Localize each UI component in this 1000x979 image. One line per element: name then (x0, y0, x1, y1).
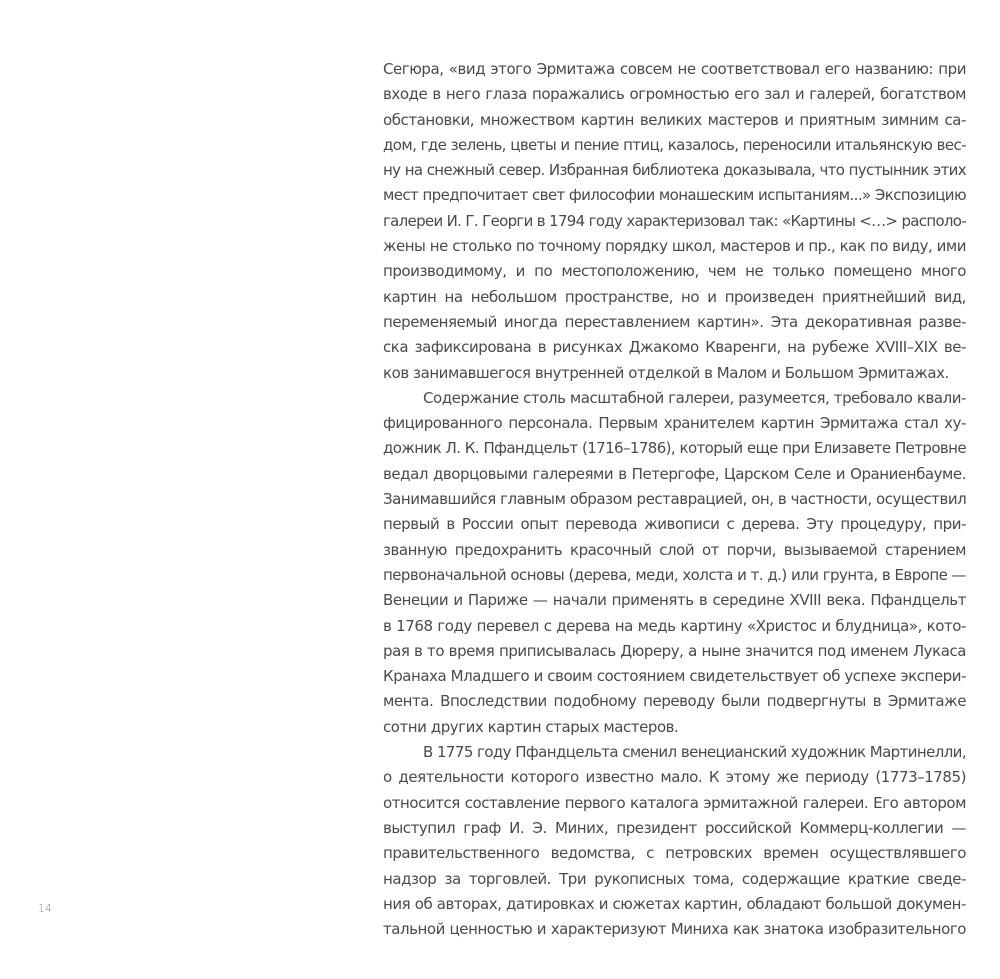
text-line: надзор за торговлей. Три рукописных тома, содержащие краткие сведе- (383, 869, 966, 888)
text-line: производимому, и по местоположению, чем не только помещено много (383, 262, 966, 281)
text-line: мента. Впоследствии подобному переводу были подвергнуты в Эрмитаже (383, 692, 966, 711)
text-line: входе в него глаза поражались огромностью его зал и галерей, богатством (383, 85, 966, 104)
text-line: Кранаха Младшего и своим состоянием свидетельствует об успехе экспери- (383, 667, 966, 686)
text-line: галереи И. Г. Георги в 1794 году характеризовал так: «Картины <…> располо- (383, 211, 966, 230)
text-line: переменяемый иногда переставлением картин». Эта декоративная разве- (383, 312, 966, 331)
text-line: дом, где зелень, цветы и пение птиц, казалось, переносили итальянскую вес- (383, 135, 966, 154)
text-line: в 1768 году перевел с дерева на медь картину «Христос и блудница», кото- (383, 616, 966, 635)
text-line: первоначальной основы (дерева, меди, холста и т. д.) или грунта, в Европе — (383, 565, 966, 584)
text-line: В 1775 году Пфандцельта сменил венецианский художник Мартинелли, (423, 743, 966, 762)
text-line: правительственного ведомства, с петровских времен осуществлявшего (383, 844, 966, 863)
text-line: фицированного персонала. Первым хранителем картин Эрмитажа стал ху- (383, 414, 966, 433)
text-line: выступил граф И. Э. Миних, президент российской Коммерц-коллегии — (383, 818, 966, 837)
text-line: званную предохранить красочный слой от порчи, вызываемой старением (383, 540, 966, 559)
text-line: Занимавшийся главным образом реставрацией, он, в частности, осуществил (383, 490, 967, 509)
text-line: обстановки, множеством картин великих мастеров и приятным зимним са- (383, 110, 966, 129)
text-line: Сегюра, «вид этого Эрмитажа совсем не соответствовал его названию: при (383, 60, 966, 78)
text-line: сотни других картин старых мастеров. (383, 717, 679, 736)
text-line: о деятельности которого известно мало. К этому же периоду (1773–1785) (383, 768, 966, 787)
text-line: относится составление первого каталога эрмитажной галереи. Его автором (383, 793, 966, 812)
body-text (383, 57, 966, 942)
text-line: жены не столько по точному порядку школ, мастеров и пр., как по виду, ими (383, 237, 966, 256)
text-line: Венеции и Париже — начали применять в середине XVIII века. Пфандцельт (383, 591, 966, 610)
text-line: первый в России опыт перевода живописи с дерева. Эту процедуру, при- (383, 515, 966, 534)
text-line: рая в то время приписывалась Дюреру, а ныне значится под именем Лукаса (383, 641, 966, 660)
page-number: 14 (38, 902, 52, 915)
text-line: картин на небольшом пространстве, но и произведен приятнейший вид, (383, 287, 966, 306)
text-line: ска зафиксирована в рисунках Джакомо Кваренги, на рубеже XVIII–XIX ве- (383, 338, 966, 357)
text-line: ния об авторах, датировках и сюжетах картин, обладают большой докумен- (383, 894, 966, 913)
text-line: тальной ценностью и характеризуют Миниха как знатока изобразительного (383, 920, 966, 939)
text-line: ков занимавшегося внутренней отделкой в Малом и Большом Эрмитажах. (383, 363, 949, 382)
text-line: дожник Л. К. Пфандцельт (1716–1786), который еще при Елизавете Петровне (383, 439, 966, 458)
text-line: мест предпочитает свет философии монашеским испытаниям...» Экспозицию (383, 186, 966, 205)
text-line: Содержание столь масштабной галереи, разумеется, требовало квали- (423, 388, 966, 407)
text-line: ведал дворцовыми галереями в Петергофе, Царском Селе и Ораниенбауме. (383, 464, 966, 483)
text-line: ну на снежный север. Избранная библиотека доказывала, что пустынник этих (383, 161, 966, 180)
